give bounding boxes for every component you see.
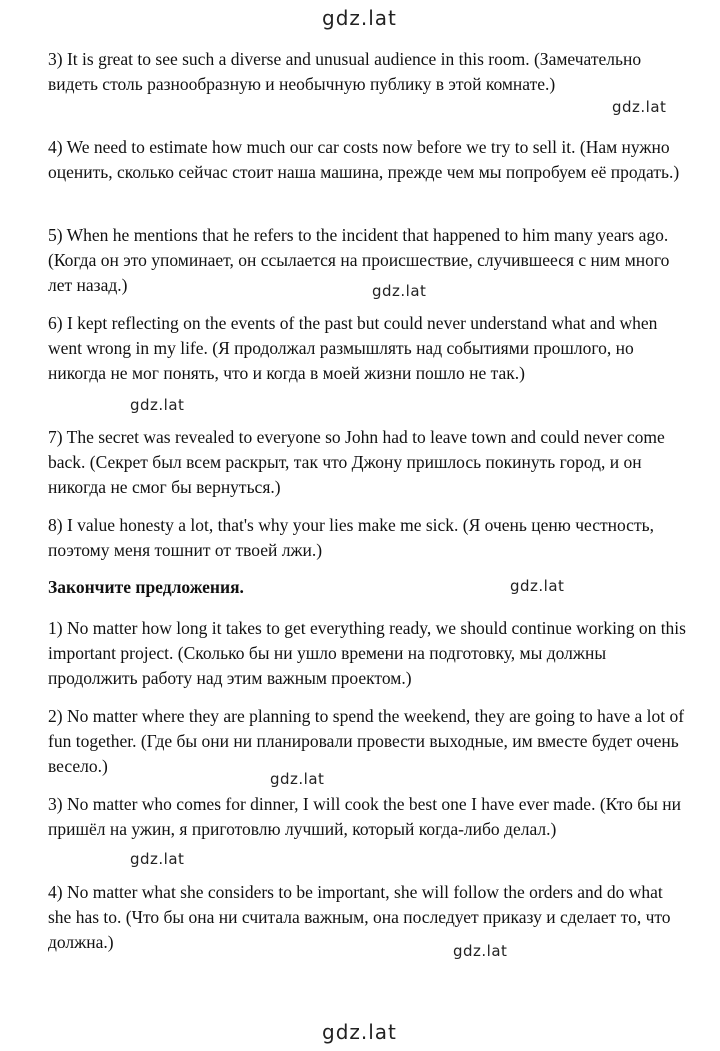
watermark: gdz.lat [270, 770, 325, 788]
watermark: gdz.lat [453, 942, 508, 960]
paragraph-6: 6) I kept reflecting on the events of the past but could never understand what and when went wrong in my life. (Я продолжал размышлять над событиями прошлого, но никогда не мог понять, что и когда в моей жизни пошло не так.) [48, 313, 658, 383]
watermark-bottom: gdz.lat [322, 1020, 397, 1044]
paragraph-8: 8) I value honesty a lot, that's why your lies make me sick. (Я очень ценю честность, поэтому меня тошнит от твоей лжи.) [48, 515, 654, 560]
answer-4: 4) No matter what she considers to be important, she will follow the orders and do what she has to. (Что бы она ни считала важным, она последует приказу и сделает то, что должна.) [48, 882, 671, 952]
answer-3: 3) No matter who comes for dinner, I will cook the best one I have ever made. (Кто бы ни пришёл на ужин, я приготовлю лучший, который когда-либо делал.) [48, 794, 681, 839]
watermark: gdz.lat [612, 98, 667, 116]
paragraph-7: 7) The secret was revealed to everyone so John had to leave town and could never come back. (Секрет был всем раскрыт, так что Джону пришлось покинуть город, и он никогда не смог бы вернуться.) [48, 427, 665, 497]
paragraph-4: 4) We need to estimate how much our car costs now before we try to sell it. (Нам нужно оценить, сколько сейчас стоит наша машина, прежде чем мы попробуем её продать.) [48, 137, 680, 182]
answer-2: 2) No matter where they are planning to spend the weekend, they are going to have a lot of fun together. (Где бы они ни планировали провести выходные, им вместе будет очень весело.) [48, 706, 685, 776]
watermark: gdz.lat [130, 396, 185, 414]
answer-1: 1) No matter how long it takes to get everything ready, we should continue working on this important project. (Сколько бы ни ушло времени на подготовку, мы должны продолжить работу над этим важным проектом.) [48, 618, 686, 688]
watermark: gdz.lat [130, 850, 185, 868]
paragraph-5: 5) When he mentions that he refers to the incident that happened to him many years ago. (Когда он это упоминает, он ссылается на происшествие, случившееся с ним много лет назад.) [48, 225, 670, 295]
section-heading: Закончите предложения. [48, 577, 244, 597]
watermark-top: gdz.lat [322, 6, 397, 30]
watermark: gdz.lat [372, 282, 427, 300]
watermark: gdz.lat [510, 577, 565, 595]
paragraph-3: 3) It is great to see such a diverse and unusual audience in this room. (Замечательно видеть столь разнообразную и необычную публику в этой комнате.) [48, 49, 642, 94]
